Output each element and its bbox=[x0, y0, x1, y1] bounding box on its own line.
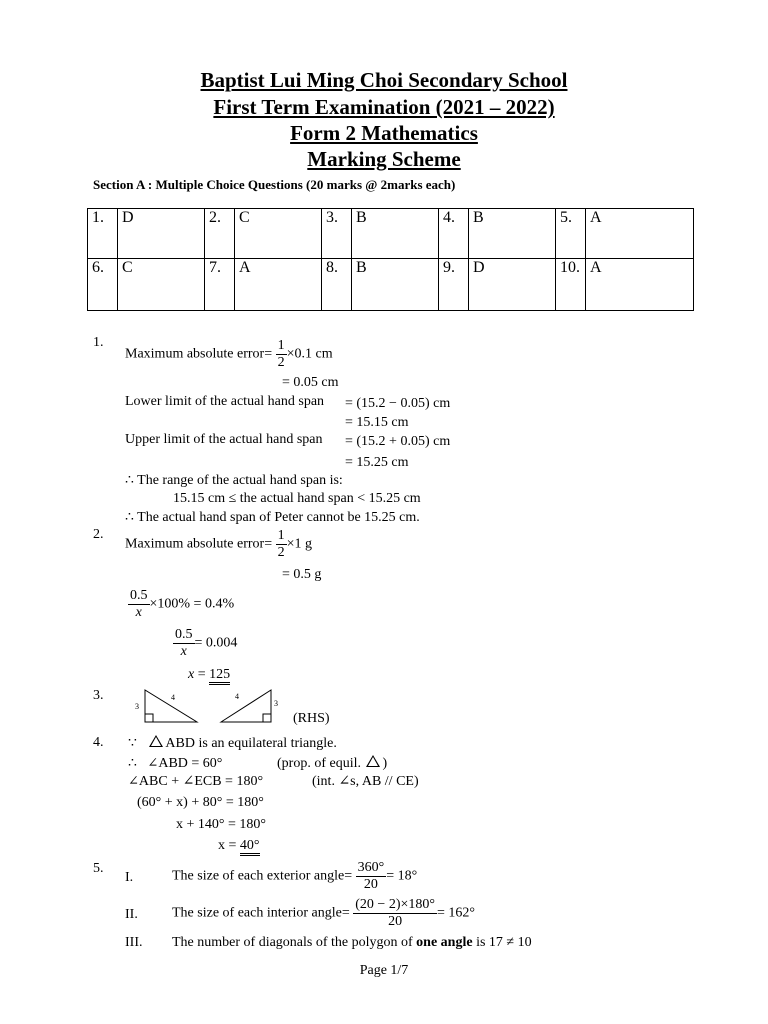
denominator: 20 bbox=[388, 914, 403, 929]
table-row bbox=[88, 259, 694, 311]
numerator: (20 − 2)×180° bbox=[355, 897, 435, 912]
triangle-label: 4 bbox=[171, 693, 175, 702]
right-triangle-right bbox=[221, 690, 271, 722]
q2-final-answer: 125 bbox=[209, 667, 230, 685]
denominator: 2 bbox=[277, 545, 285, 560]
q1-line-3-label: Lower limit of the actual hand span bbox=[125, 394, 325, 409]
answer-value: B bbox=[469, 209, 556, 259]
q2-line-3 bbox=[128, 588, 234, 621]
answer-number: 3. bbox=[322, 209, 352, 259]
triangle-icon bbox=[366, 755, 380, 767]
numerator: 0.5 bbox=[130, 588, 148, 603]
numerator: 1 bbox=[277, 528, 285, 543]
q4-line-6 bbox=[218, 838, 260, 854]
variable: x bbox=[188, 667, 195, 682]
q1-line-5-label: Upper limit of the actual hand span bbox=[125, 432, 323, 447]
q5-bold-text: one angle bbox=[416, 935, 473, 950]
answer-number: 1. bbox=[88, 209, 118, 259]
denominator: 2 bbox=[277, 355, 285, 370]
q4-line-3-reason: (int. ∠s, AB // CE) bbox=[312, 774, 419, 789]
q2-line-4 bbox=[173, 627, 237, 660]
triangle-label: 3 bbox=[274, 699, 278, 708]
q2-line-1: Maximum absolute error= $\frac{1}{2}$ ×1 g bbox=[125, 528, 312, 560]
q2-number: 2. bbox=[93, 527, 104, 542]
q5-line-1: The size of each exterior angle= $\frac{360^\circ}{20}$ = 18° bbox=[172, 860, 418, 892]
q1-line-6: = 15.25 cm bbox=[345, 455, 409, 470]
q3-triangles-figure bbox=[133, 688, 293, 726]
school-name: Baptist Lui Ming Choi Secondary School bbox=[200, 68, 568, 92]
answer-value: A bbox=[235, 259, 322, 311]
triangle-label: 3 bbox=[135, 702, 139, 711]
q4-number: 4. bbox=[93, 735, 104, 750]
q4-line-1 bbox=[128, 735, 337, 752]
q5-line-3 bbox=[172, 935, 532, 951]
q2-rhs: ×1 g bbox=[286, 536, 312, 552]
q4-text: ABC + ∠ECB = 180° bbox=[138, 774, 264, 789]
q5-line-2: The size of each interior angle= $\frac{(20 - 2)\times 180^\circ}{20}$ = 162° bbox=[172, 897, 475, 929]
q4-text: ABD = 60° bbox=[158, 756, 223, 771]
therefore-symbol: ∴ bbox=[128, 756, 137, 771]
numerator: 0.5 bbox=[175, 627, 193, 642]
mcq-answer-table bbox=[87, 208, 694, 311]
q5-text: The number of diagonals of the polygon of bbox=[172, 935, 417, 950]
exam-title: First Term Examination (2021 – 2022) bbox=[213, 95, 555, 119]
page-number: Page 1/7 bbox=[359, 963, 409, 978]
q4-text: x = bbox=[218, 838, 240, 853]
answer-value: A bbox=[586, 209, 694, 259]
fraction bbox=[353, 897, 437, 930]
because-symbol: ∵ bbox=[128, 736, 137, 751]
answer-value: D bbox=[118, 209, 205, 259]
q5-rhs: = 162° bbox=[436, 905, 475, 921]
q1-rhs: ×0.1 cm bbox=[286, 346, 333, 362]
q1-number: 1. bbox=[93, 335, 104, 350]
answer-value: B bbox=[352, 259, 439, 311]
fraction bbox=[276, 528, 287, 561]
answer-number: 9. bbox=[439, 259, 469, 311]
q2-line-5 bbox=[188, 667, 230, 683]
q5-text: The size of each interior angle bbox=[172, 905, 342, 921]
q1-line-5-value: = (15.2 + 0.05) cm bbox=[345, 434, 451, 449]
section-a-heading: Section A : Multiple Choice Questions (20 marks @ 2marks each) bbox=[93, 177, 456, 192]
fraction bbox=[276, 338, 287, 371]
table-row bbox=[88, 209, 694, 259]
q3-number: 3. bbox=[93, 688, 104, 703]
answer-number: 5. bbox=[556, 209, 586, 259]
q1-line-3-value: = (15.2 − 0.05) cm bbox=[345, 396, 451, 411]
numerator: 360° bbox=[357, 860, 385, 875]
q5-roman-1: I. bbox=[125, 870, 134, 885]
answer-value: C bbox=[118, 259, 205, 311]
q1-line-8: 15.15 cm ≤ the actual hand span < 15.25 cm bbox=[173, 491, 421, 506]
q2-rhs: = 0.004 bbox=[194, 635, 238, 651]
q1-label: Maximum absolute error bbox=[125, 346, 265, 362]
q4-line-5: x + 140° = 180° bbox=[176, 817, 266, 832]
q2-line-2: = 0.5 g bbox=[282, 567, 322, 582]
q4-text: ABD is an equilateral triangle. bbox=[165, 736, 337, 751]
triangle-label: 4 bbox=[235, 692, 239, 701]
q4-reason: (prop. of equil. bbox=[277, 756, 361, 771]
q3-reason: (RHS) bbox=[293, 711, 330, 726]
denominator: x bbox=[180, 644, 187, 659]
triangle-icon bbox=[149, 735, 163, 747]
q4-line-3 bbox=[128, 773, 263, 790]
q1-line-9: ∴ The actual hand span of Peter cannot be 15.25 cm. bbox=[125, 510, 420, 525]
subject-title: Form 2 Mathematics bbox=[290, 121, 478, 145]
angle-icon: ∠ bbox=[147, 755, 159, 770]
q4-line-2 bbox=[128, 755, 222, 772]
answer-number: 6. bbox=[88, 259, 118, 311]
q5-text: The size of each exterior angle bbox=[172, 868, 345, 884]
answer-value: B bbox=[352, 209, 439, 259]
q5-roman-3: III. bbox=[125, 935, 143, 950]
q5-text: is 17 ≠ 10 bbox=[472, 935, 532, 950]
answer-number: 10. bbox=[556, 259, 586, 311]
denominator: x bbox=[135, 605, 142, 620]
q1-line-1: Maximum absolute error= $\frac{1}{2}$ ×0.1 cm bbox=[125, 338, 333, 370]
answer-number: 7. bbox=[205, 259, 235, 311]
q2-label: Maximum absolute error bbox=[125, 536, 265, 552]
q1-line-7: ∴ The range of the actual hand span is: bbox=[125, 473, 343, 488]
answer-value: A bbox=[586, 259, 694, 311]
q1-line-4: = 15.15 cm bbox=[345, 415, 409, 430]
q2-rhs: ×100% = 0.4% bbox=[149, 596, 235, 612]
numerator: 1 bbox=[277, 338, 285, 353]
q4-final-answer: 40° bbox=[240, 838, 260, 856]
answer-value: C bbox=[235, 209, 322, 259]
q5-number: 5. bbox=[93, 861, 104, 876]
q5-rhs: = 18° bbox=[386, 868, 418, 884]
fraction bbox=[128, 588, 150, 621]
answer-number: 8. bbox=[322, 259, 352, 311]
fraction bbox=[173, 627, 195, 660]
q4-line-2-reason: (prop. of equil. ) bbox=[277, 756, 388, 771]
answer-number: 2. bbox=[205, 209, 235, 259]
q5-roman-2: II. bbox=[125, 907, 138, 922]
fraction bbox=[356, 860, 387, 893]
angle-icon: ∠ bbox=[128, 773, 139, 788]
q4-line-4: (60° + x) + 80° = 180° bbox=[137, 795, 264, 810]
equals: = bbox=[197, 667, 210, 682]
q1-line-2: = 0.05 cm bbox=[282, 375, 339, 390]
answer-number: 4. bbox=[439, 209, 469, 259]
answer-value: D bbox=[469, 259, 556, 311]
document-title: Marking Scheme bbox=[307, 147, 461, 171]
denominator: 20 bbox=[363, 877, 378, 892]
